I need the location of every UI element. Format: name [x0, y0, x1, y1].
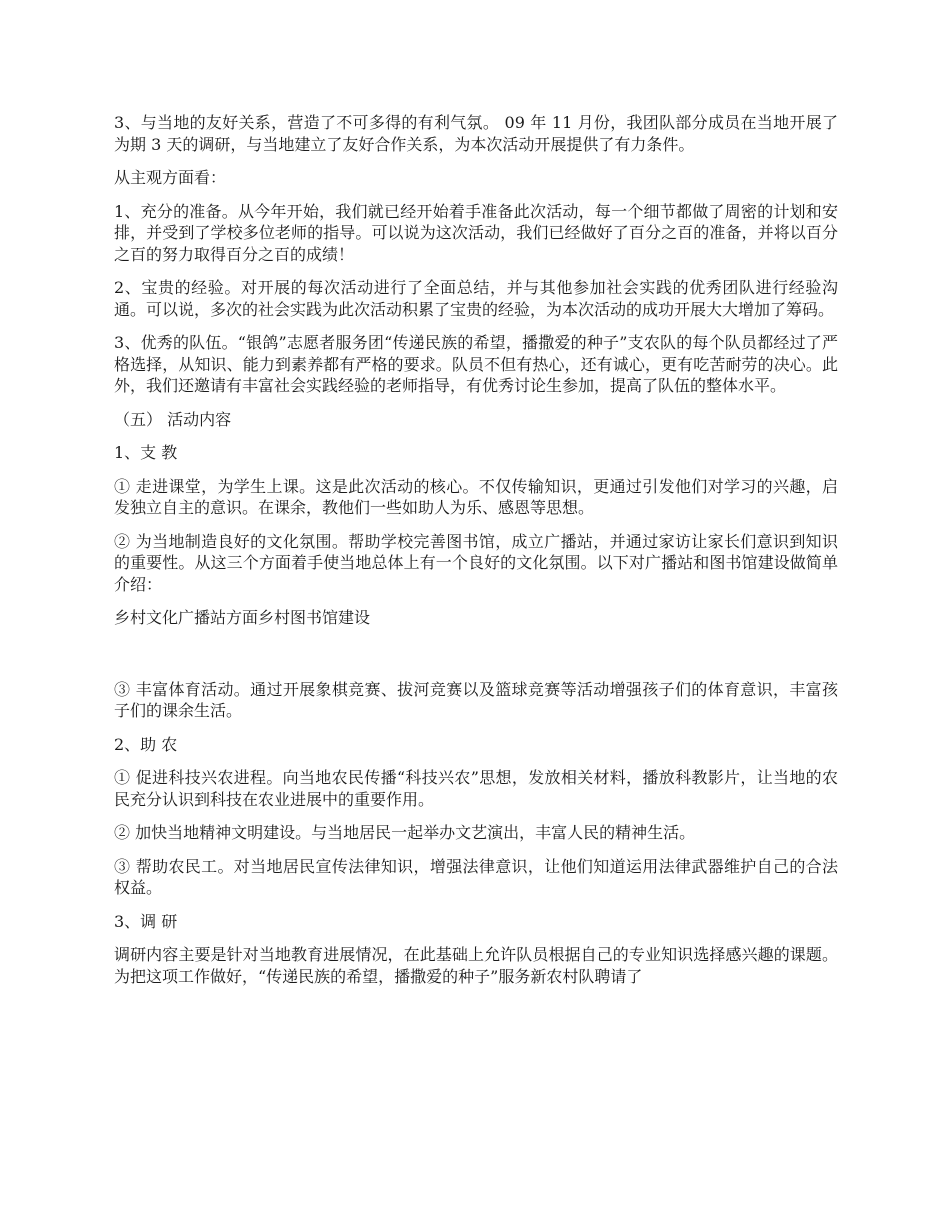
heading-subjective-aspect: 从主观方面看： [114, 168, 227, 187]
heading-teaching: 1、支 教 [114, 443, 178, 462]
paragraph-experience: 2、宝贵的经验。对开展的每次活动进行了全面总结，并与其他参加社会实践的优秀团队进行经验沟通。可以说，多次的社会实践为此次活动积累了宝贵的经验，为本次活动的成功开展大大增加了筹码。 [114, 278, 838, 319]
paragraph-preparation: 1、充分的准备。从今年开始，我们就已经开始着手准备此次活动，每一个细节都做了周密的计划和安排，并受到了学校多位老师的指导。可以说为这次活动，我们已经做好了百分之百的准备，并将以百分之百的努力取得百分之百的成绩！ [114, 201, 838, 264]
heading-agriculture: 2、助 农 [114, 734, 178, 754]
paragraph-sports: ③ 丰富体育活动。通过开展象棋竞赛、拔河竞赛以及篮球竞赛等活动增强孩子们的体育意识，丰富孩子们的课余生活。 [114, 679, 838, 720]
blank-gap [114, 641, 838, 679]
paragraph-spiritual: ② 加快当地精神文明建设。与当地居民一起举办文艺演出，丰富人民的精神生活。 [114, 823, 696, 842]
heading-research: 3、调 研 [114, 911, 178, 931]
document-page [114, 112, 838, 999]
heading-activity-content: （五） 活动内容 [114, 409, 232, 429]
paragraph-favorable-relations: 3、与当地的友好关系，营造了不可多得的有利气氛。 09 年 11 月份，我团队部分成员在当地开展了为期 3 天的调研，与当地建立了友好合作关系，为本次活动开展提供了有力条件。 [114, 113, 838, 154]
paragraph-team: 3、优秀的队伍。“银鸽”志愿者服务团“传递民族的希望，播撒爱的种子”支农队的每个队员都经过了严格选择，从知识、能力到素养都有严格的要求。队员不但有热心，还有诚心，更有吃苦耐劳的决心。此外，我们还邀请有丰富社会实践经验的老师指导，有优秀讨论生参加，提高了队伍的整体水平。 [114, 333, 838, 395]
paragraph-classroom: ① 走进课堂，为学生上课。这是此次活动的核心。不仅传输知识，更通过引发他们对学习的兴趣，启发独立自主的意识。在课余，教他们一些如助人为乐、感恩等思想。 [114, 476, 838, 517]
paragraph-tech-agriculture: ① 促进科技兴农进程。向当地农民传播“科技兴农”思想，发放相关材料，播放科教影片，让当地的农民充分认识到科技在农业进展中的重要作用。 [114, 768, 838, 809]
paragraph-culture: ② 为当地制造良好的文化氛围。帮助学校完善图书馆，成立广播站，并通过家访让家长们意识到知识的重要性。从这三个方面着手使当地总体上有一个良好的文化氛围。以下对广播站和图书馆建设做简单介绍： [114, 531, 838, 594]
paragraph-migrant-workers: ③ 帮助农民工。对当地居民宣传法律知识，增强法律意识，让他们知道运用法律武器维护自己的合法权益。 [114, 856, 838, 897]
heading-broadcast-library: 乡村文化广播站方面乡村图书馆建设 [114, 608, 371, 627]
paragraph-research-content: 调研内容主要是针对当地教育进展情况，在此基础上允许队员根据自己的专业知识选择感兴趣的课题。为把这项工作做好，“传递民族的希望，播撒爱的种子”服务新农村队聘请了 [114, 945, 838, 986]
